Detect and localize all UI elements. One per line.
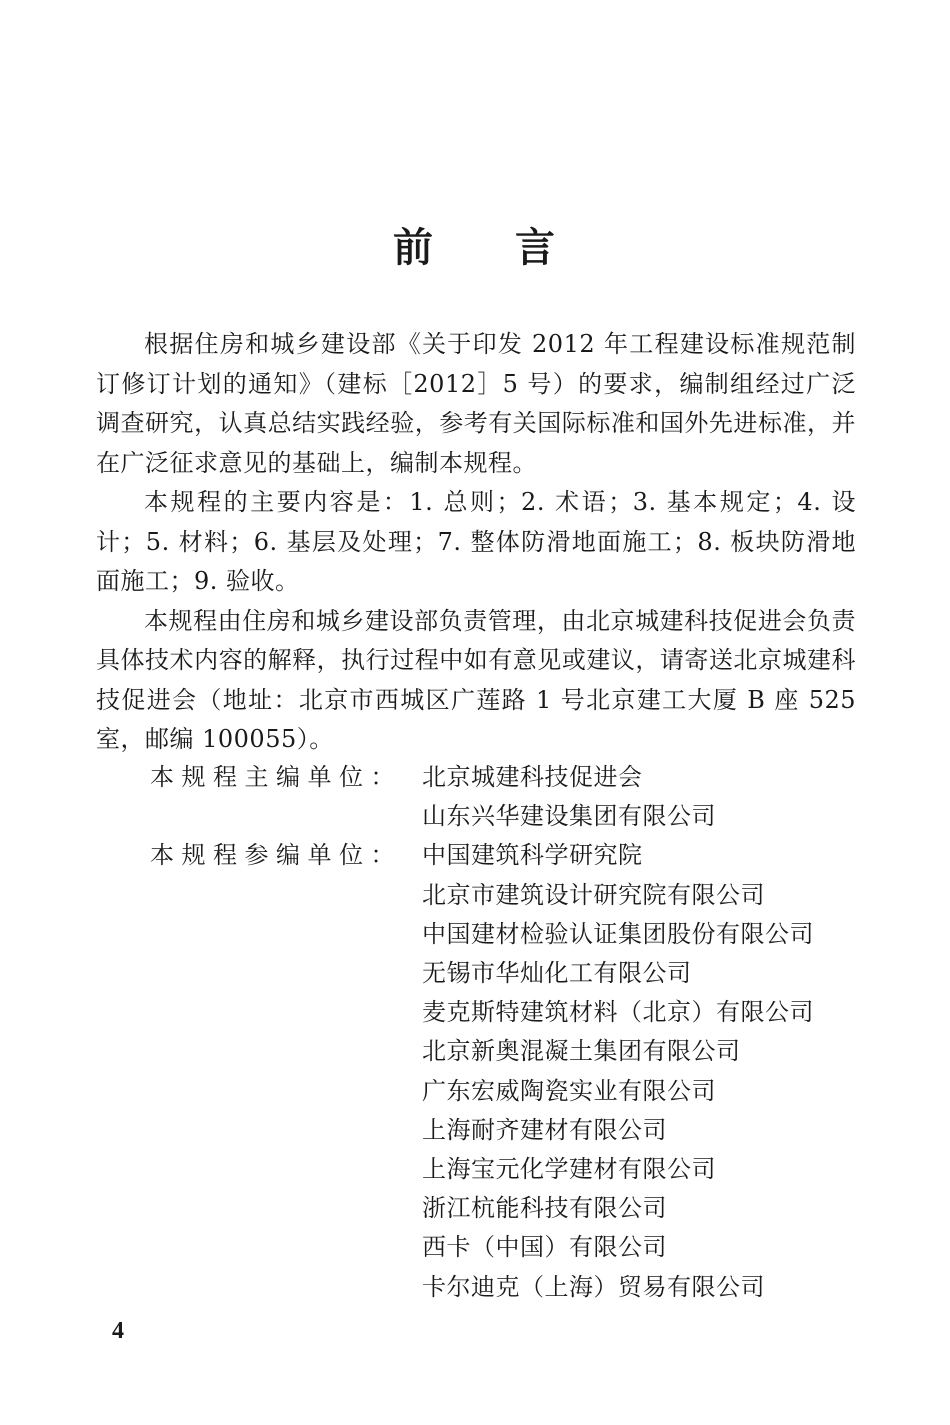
editor-units bbox=[150, 758, 870, 1307]
participating-editor-row bbox=[150, 836, 870, 1306]
chief-editor-label: 本规程主编单位： bbox=[150, 763, 402, 791]
page-title bbox=[0, 222, 950, 274]
participating-unit: 上海宝元化学建材有限公司 bbox=[422, 1155, 716, 1184]
chief-editor-unit: 北京城建科技促进会 bbox=[422, 763, 643, 791]
participating-unit: 西卡（中国）有限公司 bbox=[422, 1233, 667, 1262]
participating-unit: 中国建材检验认证集团股份有限公司 bbox=[422, 919, 814, 948]
page-number: 4 bbox=[112, 1318, 124, 1344]
participating-unit: 卡尔迪克（上海）贸易有限公司 bbox=[422, 1272, 765, 1301]
participating-unit: 无锡市华灿化工有限公司 bbox=[422, 959, 692, 988]
participating-unit: 浙江杭能科技有限公司 bbox=[422, 1194, 667, 1223]
participating-unit: 麦克斯特建筑材料（北京）有限公司 bbox=[422, 998, 814, 1027]
paragraph-background: 根据住房和城乡建设部《关于印发 2012 年工程建设标准规范制订修订计划的通知》（建标［2012］5 号）的要求，编制组经过广泛调查研究，认真总结实践经验，参考有关国际标准和国外先进标准，并在广泛征求意见的基础上，编制本规程。 bbox=[96, 330, 856, 477]
paragraph-management: 本规程由住房和城乡建设部负责管理，由北京城建科技促进会负责具体技术内容的解释，执行过程中如有意见或建议，请寄送北京城建科技促进会（地址：北京市西城区广莲路 1 号北京建工大厦 B 座 525 室，邮编 100055）。 bbox=[96, 606, 856, 753]
title-char-2: 言 bbox=[515, 224, 557, 271]
participating-editor-label: 本规程参编单位： bbox=[150, 841, 402, 870]
participating-unit: 中国建筑科学研究院 bbox=[422, 841, 643, 870]
paragraph-contents: 本规程的主要内容是：1. 总则；2. 术语；3. 基本规定；4. 设计；5. 材料；6. 基层及处理；7. 整体防滑地面施工；8. 板块防滑地面施工；9. 验收。 bbox=[96, 488, 856, 595]
participating-unit: 北京市建筑设计研究院有限公司 bbox=[422, 880, 765, 909]
participating-editor-list bbox=[422, 836, 862, 1306]
chief-editor-list bbox=[422, 758, 862, 836]
participating-unit: 北京新奥混凝土集团有限公司 bbox=[422, 1037, 741, 1066]
chief-editor-row bbox=[150, 758, 870, 836]
chief-editor-unit: 山东兴华建设集团有限公司 bbox=[422, 802, 716, 831]
participating-unit: 广东宏威陶瓷实业有限公司 bbox=[422, 1076, 716, 1105]
participating-unit: 上海耐齐建材有限公司 bbox=[422, 1115, 667, 1144]
title-char-1: 前 bbox=[393, 224, 435, 271]
preface-body bbox=[96, 325, 856, 760]
